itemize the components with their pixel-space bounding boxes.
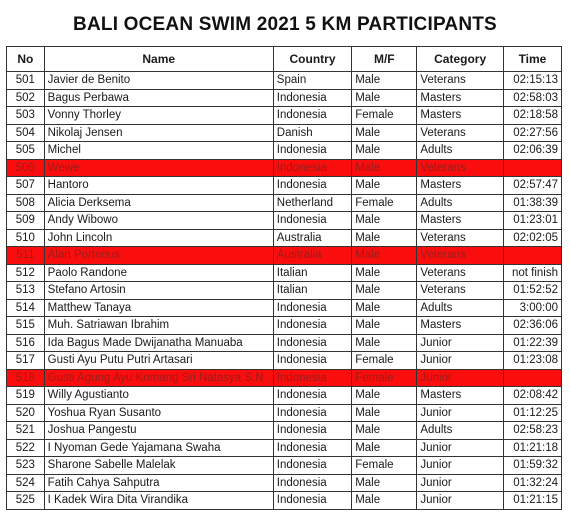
- cell-no: 519: [7, 387, 45, 405]
- cell-time: [503, 369, 561, 387]
- table-row: [7, 422, 562, 440]
- cell-name: Yoshua Ryan Susanto: [44, 404, 273, 422]
- cell-country: Italian: [273, 264, 351, 282]
- cell-name: Sharone Sabelle Malelak: [44, 457, 273, 475]
- cell-category: Masters: [417, 177, 504, 195]
- page-title: BALI OCEAN SWIM 2021 5 KM PARTICIPANTS: [73, 14, 497, 35]
- cell-time: 01:23:08: [503, 352, 561, 370]
- cell-category: Masters: [417, 212, 504, 230]
- cell-gender: Male: [352, 72, 417, 90]
- column-header-time: Time: [503, 47, 561, 72]
- table-row: [7, 72, 562, 90]
- column-header-country: Country: [273, 47, 351, 72]
- cell-no: 523: [7, 457, 45, 475]
- cell-time: 01:21:15: [503, 492, 561, 510]
- table-row: [7, 264, 562, 282]
- column-header-category: Category: [417, 47, 504, 72]
- cell-no: 522: [7, 439, 45, 457]
- table-row: [7, 369, 562, 387]
- cell-gender: Female: [352, 457, 417, 475]
- cell-country: Indonesia: [273, 352, 351, 370]
- cell-gender: Male: [352, 124, 417, 142]
- table-row: [7, 439, 562, 457]
- cell-country: Indonesia: [273, 89, 351, 107]
- cell-gender: Male: [352, 299, 417, 317]
- cell-no: 505: [7, 142, 45, 160]
- cell-no: 524: [7, 474, 45, 492]
- cell-name: Vonny Thorley: [44, 107, 273, 125]
- cell-gender: Male: [352, 492, 417, 510]
- cell-time: 02:58:03: [503, 89, 561, 107]
- cell-no: 508: [7, 194, 45, 212]
- column-header-gender: M/F: [352, 47, 417, 72]
- cell-no: 516: [7, 334, 45, 352]
- table-row: [7, 142, 562, 160]
- cell-name: Javier de Benito: [44, 72, 273, 90]
- cell-no: 525: [7, 492, 45, 510]
- cell-category: Veterans: [417, 229, 504, 247]
- cell-category: Junior: [417, 369, 504, 387]
- cell-country: Indonesia: [273, 369, 351, 387]
- cell-name: Michel: [44, 142, 273, 160]
- cell-no: 511: [7, 247, 45, 265]
- cell-name: Gusti Agung Ayu Komang Sri Natasya S.N: [44, 369, 273, 387]
- cell-country: Indonesia: [273, 142, 351, 160]
- cell-time: 01:22:39: [503, 334, 561, 352]
- cell-name: Bagus Perbawa: [44, 89, 273, 107]
- cell-gender: Male: [352, 404, 417, 422]
- cell-gender: Female: [352, 194, 417, 212]
- cell-name: Joshua Pangestu: [44, 422, 273, 440]
- cell-category: Junior: [417, 492, 504, 510]
- cell-country: Indonesia: [273, 404, 351, 422]
- cell-category: Veterans: [417, 72, 504, 90]
- cell-category: Junior: [417, 404, 504, 422]
- table-row: [7, 317, 562, 335]
- cell-name: Paolo Randone: [44, 264, 273, 282]
- cell-no: 521: [7, 422, 45, 440]
- cell-gender: Male: [352, 247, 417, 265]
- cell-country: Indonesia: [273, 177, 351, 195]
- table-row: [7, 352, 562, 370]
- table-row: [7, 194, 562, 212]
- cell-no: 503: [7, 107, 45, 125]
- cell-category: Veterans: [417, 247, 504, 265]
- cell-time: 02:02:05: [503, 229, 561, 247]
- cell-no: 512: [7, 264, 45, 282]
- cell-gender: Female: [352, 107, 417, 125]
- cell-no: 520: [7, 404, 45, 422]
- cell-name: Willy Agustianto: [44, 387, 273, 405]
- cell-country: Indonesia: [273, 439, 351, 457]
- cell-name: Fatih Cahya Sahputra: [44, 474, 273, 492]
- cell-gender: Female: [352, 352, 417, 370]
- cell-gender: Male: [352, 317, 417, 335]
- cell-time: 01:38:39: [503, 194, 561, 212]
- cell-gender: Male: [352, 474, 417, 492]
- cell-no: 515: [7, 317, 45, 335]
- cell-gender: Female: [352, 369, 417, 387]
- cell-category: Junior: [417, 439, 504, 457]
- cell-time: 01:52:52: [503, 282, 561, 300]
- cell-no: 518: [7, 369, 45, 387]
- cell-name: Matthew Tanaya: [44, 299, 273, 317]
- cell-name: Muh. Satriawan Ibrahim: [44, 317, 273, 335]
- cell-no: 513: [7, 282, 45, 300]
- table-row: [7, 334, 562, 352]
- table-row: [7, 229, 562, 247]
- cell-country: Indonesia: [273, 457, 351, 475]
- table-row: [7, 299, 562, 317]
- cell-time: 01:23:01: [503, 212, 561, 230]
- cell-time: 02:08:42: [503, 387, 561, 405]
- cell-category: Adults: [417, 142, 504, 160]
- cell-gender: Male: [352, 229, 417, 247]
- cell-name: Stefano Artosin: [44, 282, 273, 300]
- cell-category: Junior: [417, 474, 504, 492]
- cell-country: Indonesia: [273, 334, 351, 352]
- cell-gender: Male: [352, 159, 417, 177]
- cell-category: Adults: [417, 422, 504, 440]
- column-header-no: No: [7, 47, 45, 72]
- cell-gender: Male: [352, 422, 417, 440]
- cell-no: 502: [7, 89, 45, 107]
- cell-time: 02:15:13: [503, 72, 561, 90]
- cell-category: Masters: [417, 107, 504, 125]
- cell-country: Indonesia: [273, 474, 351, 492]
- cell-category: Veterans: [417, 124, 504, 142]
- cell-country: Indonesia: [273, 317, 351, 335]
- cell-time: not finish: [503, 264, 561, 282]
- cell-time: 01:12:25: [503, 404, 561, 422]
- table-row: [7, 492, 562, 510]
- cell-name: Nikolaj Jensen: [44, 124, 273, 142]
- cell-country: Italian: [273, 282, 351, 300]
- cell-no: 509: [7, 212, 45, 230]
- cell-country: Australia: [273, 229, 351, 247]
- cell-country: Netherland: [273, 194, 351, 212]
- cell-no: 510: [7, 229, 45, 247]
- participants-table: [6, 46, 562, 510]
- table-row: [7, 177, 562, 195]
- table-row: [7, 457, 562, 475]
- cell-time: 01:21:18: [503, 439, 561, 457]
- table-row: [7, 474, 562, 492]
- cell-category: Masters: [417, 387, 504, 405]
- cell-category: Veterans: [417, 159, 504, 177]
- cell-category: Junior: [417, 352, 504, 370]
- cell-country: Indonesia: [273, 387, 351, 405]
- cell-name: Gusti Ayu Putu Putri Artasari: [44, 352, 273, 370]
- cell-no: 517: [7, 352, 45, 370]
- cell-gender: Male: [352, 387, 417, 405]
- cell-time: 02:18:58: [503, 107, 561, 125]
- cell-time: 02:36:06: [503, 317, 561, 335]
- cell-country: Indonesia: [273, 107, 351, 125]
- table-row: [7, 282, 562, 300]
- table-header-row: [7, 47, 562, 72]
- cell-gender: Male: [352, 334, 417, 352]
- cell-category: Junior: [417, 334, 504, 352]
- cell-no: 506: [7, 159, 45, 177]
- cell-no: 507: [7, 177, 45, 195]
- cell-time: 01:59:32: [503, 457, 561, 475]
- cell-country: Indonesia: [273, 299, 351, 317]
- cell-name: Andy Wibowo: [44, 212, 273, 230]
- cell-country: Spain: [273, 72, 351, 90]
- cell-time: 01:32:24: [503, 474, 561, 492]
- cell-time: 02:27:56: [503, 124, 561, 142]
- cell-category: Masters: [417, 317, 504, 335]
- cell-name: Hantoro: [44, 177, 273, 195]
- cell-no: 501: [7, 72, 45, 90]
- cell-name: Alan Porteous: [44, 247, 273, 265]
- table-row: [7, 387, 562, 405]
- table-row: [7, 124, 562, 142]
- cell-time: 02:57:47: [503, 177, 561, 195]
- cell-name: Ida Bagus Made Dwijanatha Manuaba: [44, 334, 273, 352]
- table-row: [7, 107, 562, 125]
- table-row: [7, 89, 562, 107]
- cell-category: Adults: [417, 299, 504, 317]
- cell-time: 02:06:39: [503, 142, 561, 160]
- cell-country: Australia: [273, 247, 351, 265]
- cell-category: Adults: [417, 194, 504, 212]
- cell-no: 514: [7, 299, 45, 317]
- column-header-name: Name: [44, 47, 273, 72]
- table-row: [7, 159, 562, 177]
- cell-country: Danish: [273, 124, 351, 142]
- cell-category: Veterans: [417, 282, 504, 300]
- cell-gender: Male: [352, 212, 417, 230]
- table-row: [7, 247, 562, 265]
- cell-country: Indonesia: [273, 422, 351, 440]
- cell-category: Veterans: [417, 264, 504, 282]
- cell-country: Indonesia: [273, 159, 351, 177]
- cell-gender: Male: [352, 282, 417, 300]
- cell-name: Alicia Derksema: [44, 194, 273, 212]
- cell-gender: Male: [352, 439, 417, 457]
- cell-country: Indonesia: [273, 492, 351, 510]
- cell-category: Masters: [417, 89, 504, 107]
- cell-name: I Nyoman Gede Yajamana Swaha: [44, 439, 273, 457]
- cell-time: 3:00:00: [503, 299, 561, 317]
- cell-no: 504: [7, 124, 45, 142]
- cell-name: I Kadek Wira Dita Virandika: [44, 492, 273, 510]
- cell-country: Indonesia: [273, 212, 351, 230]
- cell-name: John Lincoln: [44, 229, 273, 247]
- cell-time: 02:58:23: [503, 422, 561, 440]
- cell-gender: Male: [352, 177, 417, 195]
- table-row: [7, 404, 562, 422]
- cell-time: [503, 159, 561, 177]
- cell-gender: Male: [352, 264, 417, 282]
- table-body: [7, 72, 562, 510]
- cell-time: [503, 247, 561, 265]
- cell-category: Junior: [417, 457, 504, 475]
- cell-gender: Male: [352, 89, 417, 107]
- cell-gender: Male: [352, 142, 417, 160]
- cell-name: Wewe: [44, 159, 273, 177]
- table-row: [7, 212, 562, 230]
